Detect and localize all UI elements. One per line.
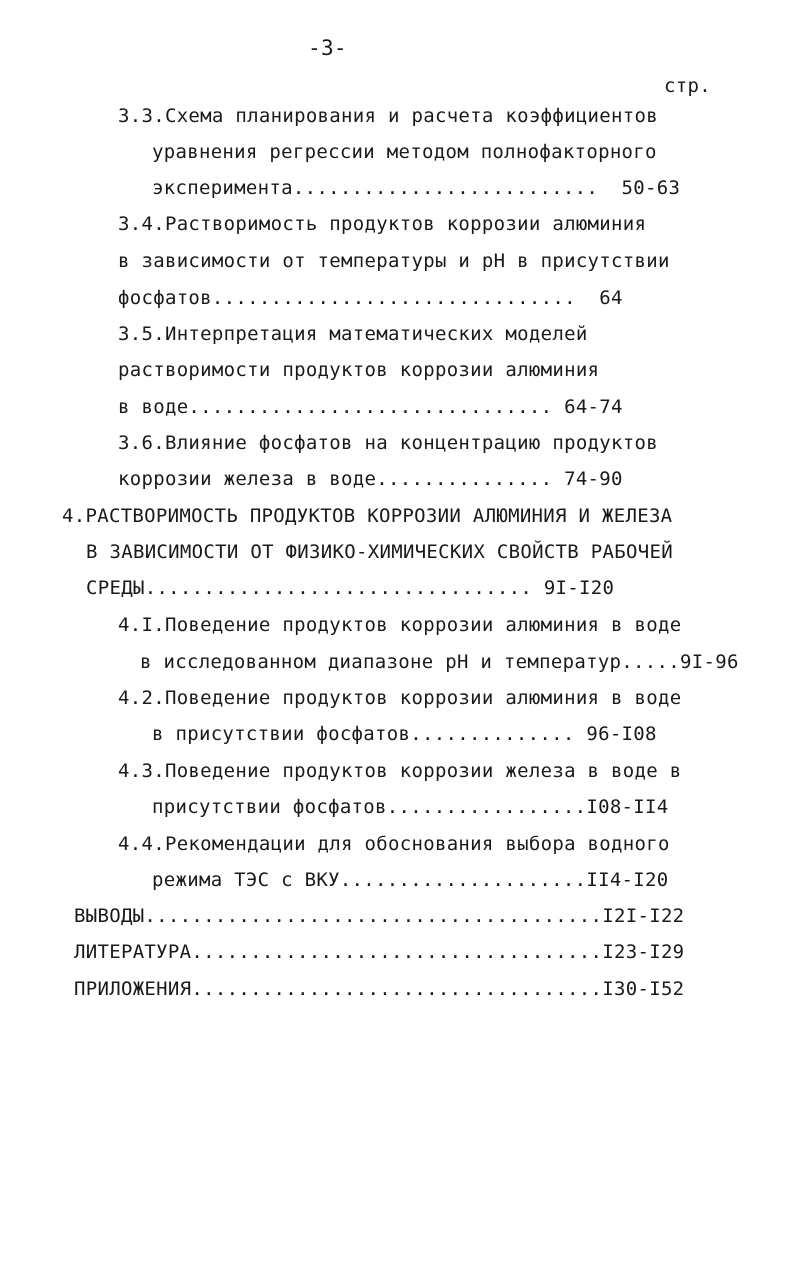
toc-line: 4.4.Рекомендации для обоснования выбора водного bbox=[118, 833, 670, 855]
toc-line: присутствии фосфатов.................I08-II4 bbox=[152, 796, 669, 818]
toc-line: в воде............................... 64-74 bbox=[118, 396, 623, 418]
toc-line: 3.5.Интерпретация математических моделей bbox=[118, 323, 588, 345]
toc-line: в исследованном диапазоне pH и температур.....9I-96 bbox=[140, 651, 739, 673]
toc-line: 3.6.Влияние фосфатов на концентрацию продуктов bbox=[118, 432, 658, 454]
toc-line: 3.3.Схема планирования и расчета коэффициентов bbox=[118, 105, 658, 127]
toc-line: режима ТЭС с ВКУ.....................II4-I20 bbox=[152, 869, 669, 891]
toc-line: ВЫВОДЫ.......................................I2I-I22 bbox=[74, 905, 685, 927]
toc-line: в зависимости от температуры и pH в присутствии bbox=[118, 250, 670, 272]
toc-line: 4.РАСТВОРИМОСТЬ ПРОДУКТОВ КОРРОЗИИ АЛЮМИНИЯ И ЖЕЛЕЗА bbox=[62, 505, 673, 527]
toc-line: 4.3.Поведение продуктов коррозии железа в воде в bbox=[118, 760, 682, 782]
toc-line: эксперимента.......................... 50-63 bbox=[152, 177, 681, 199]
toc-line: фосфатов............................... 64 bbox=[118, 287, 623, 309]
toc-line: СРЕДЫ................................. 9I-I20 bbox=[86, 577, 615, 599]
toc-line: в присутствии фосфатов.............. 96-I08 bbox=[152, 723, 657, 745]
toc-line: 3.4.Растворимость продуктов коррозии алюминия bbox=[118, 213, 647, 235]
toc-line: ПРИЛОЖЕНИЯ...................................I30-I52 bbox=[74, 978, 685, 1000]
toc-line: ЛИТЕРАТУРА...................................I23-I29 bbox=[74, 941, 685, 963]
toc-line: растворимости продуктов коррозии алюминия bbox=[118, 359, 600, 381]
toc-line: уравнения регрессии методом полнофакторного bbox=[152, 141, 657, 163]
toc-line: коррозии железа в воде............... 74-90 bbox=[118, 468, 623, 490]
toc-line: В ЗАВИСИМОСТИ ОТ ФИЗИКО-ХИМИЧЕСКИХ СВОЙСТВ РАБОЧЕЙ bbox=[86, 541, 673, 563]
page-column-label: стр. bbox=[664, 75, 711, 97]
toc-line: 4.I.Поведение продуктов коррозии алюминия в воде bbox=[118, 614, 682, 636]
toc-line: 4.2.Поведение продуктов коррозии алюминия в воде bbox=[118, 687, 682, 709]
page-number: -3- bbox=[308, 36, 347, 60]
